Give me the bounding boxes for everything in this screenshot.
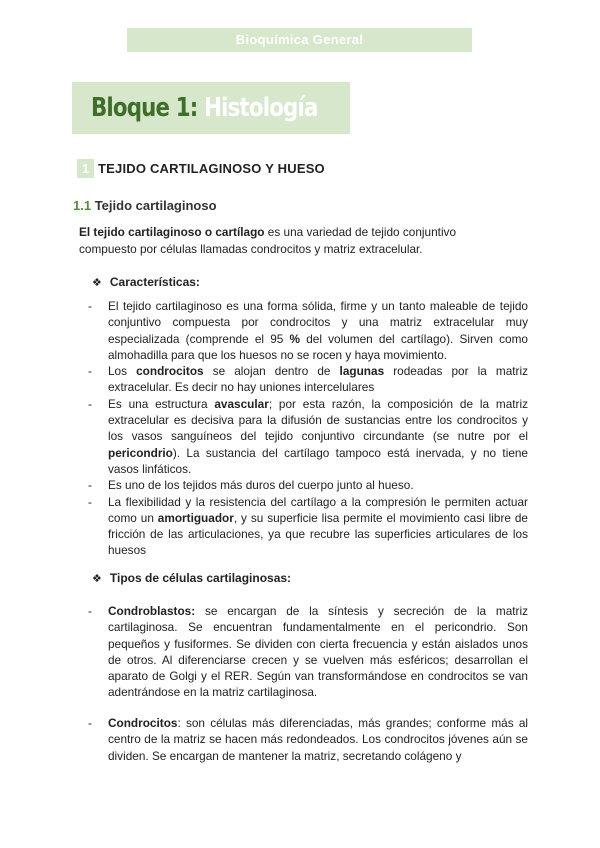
tipos-heading: ❖ Tipos de células cartilaginosas:: [92, 571, 292, 585]
intro-paragraph: El tejido cartilaginoso o cartílago es una variedad de tejido conjuntivo compuesto por células llamadas condrocitos y matriz extracelular.: [79, 225, 457, 256]
section-number: 1: [77, 159, 94, 178]
diamond-bullet-icon: ❖: [92, 573, 102, 585]
caracteristicas-heading: ❖ Características:: [92, 275, 200, 289]
section-heading: [77, 158, 325, 178]
course-banner: Bioquímica General: [127, 28, 472, 52]
subsection-number: 1.1: [73, 198, 92, 213]
tipos-list-continued: [88, 715, 528, 764]
title-box: [72, 82, 350, 134]
subsection-title: Tejido cartilaginoso: [94, 198, 217, 213]
section-title: TEJIDO CARTILAGINOSO Y HUESO: [98, 160, 325, 176]
list-item: - Condroblastos: se encargan de la síntesis y secreción de la matriz cartilaginosa. Se encuentran fundamentalmente en el pericondrio. Son pequeños y fusiformes. Se dividen con cierta frecuencia y están aislados unos de otros. Al diferenciarse crecen y se vuelven más esféricos; desarrollan el aparato de Golgi y el RER. Según van transformándose en condrocitos se van adentrándose en la matriz cartilaginosa.: [88, 604, 528, 700]
list-item: - Es uno de los tejidos más duros del cuerpo junto al hueso.: [88, 478, 414, 493]
caracteristicas-list: [88, 298, 528, 559]
list-item: - Es una estructura avascular; por esta razón, la composición de la matriz extracelular es decisiva para la difusión de sustancias entre los condrocitos y los vasos sanguíneos del tejido conjuntivo circundante (se nutre por el pericondrio). La sustancia del cartílago tampoco está inervada, y no tiene vasos linfáticos.: [88, 396, 528, 476]
subsection-heading: [73, 198, 217, 213]
tipos-list: [88, 603, 528, 701]
list-item: - Condrocitos: son células más diferenciadas, más grandes; conforme más al centro de la matriz se hacen más redondeados. Los condrocitos jóvenes aún se dividen. Se encargan de mantener la matriz, secretando colágeno y: [88, 716, 528, 763]
diamond-bullet-icon: ❖: [92, 277, 102, 289]
list-item: - El tejido cartilaginoso es una forma sólida, firme y un tanto maleable de tejido conjuntivo compuesta por condrocitos y una matriz extracelular muy especializada (comprende el 95 % del volumen del cartílago). Sirven como almohadilla para que los huesos no se rocen y haya movimiento.: [88, 299, 528, 362]
list-item: - La flexibilidad y la resistencia del cartílago a la compresión le permiten actuar como un amortiguador, y su superficie lisa permite el movimiento casi libre de fricción de las articulaciones, ya que recubre las superficies articulares de los huesos: [88, 494, 528, 558]
page-title: Bloque 1: Histología: [91, 93, 318, 123]
list-item: - Los condrocitos se alojan dentro de lagunas rodeadas por la matriz extracelular. Es decir no hay uniones intercelulares: [88, 364, 528, 395]
